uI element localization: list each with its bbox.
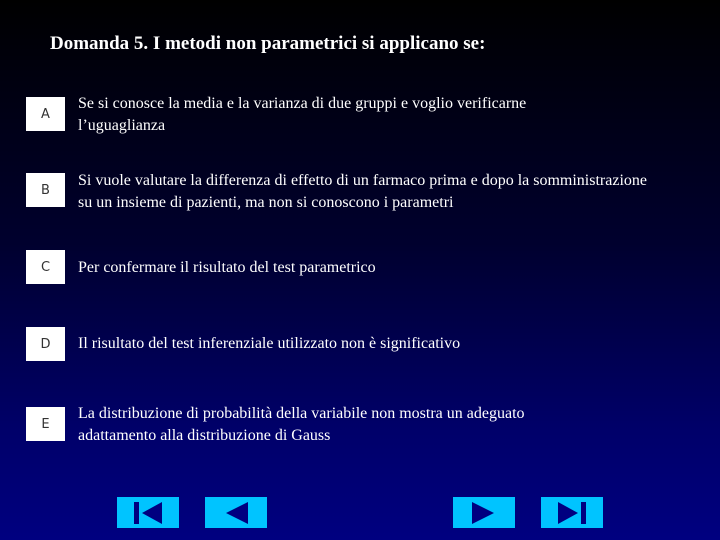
question-title: Domanda 5. I metodi non parametrici si applicano se: xyxy=(50,33,486,54)
option-a-letter: A xyxy=(41,106,50,122)
previous-button[interactable] xyxy=(205,497,267,528)
next-button[interactable] xyxy=(453,497,515,528)
first-button[interactable] xyxy=(117,497,179,528)
option-c-text: Per confermare il risultato del test parametrico xyxy=(78,259,376,276)
option-a-text: Se si conosce la media e la varianza di due gruppi e voglio verificarne l’uguaglianza xyxy=(78,95,527,134)
option-d-button[interactable] xyxy=(26,327,65,361)
previous-icon xyxy=(216,500,256,526)
option-e-letter: E xyxy=(41,416,50,432)
option-a-button[interactable] xyxy=(26,97,65,131)
next-icon xyxy=(464,500,504,526)
option-e-text: La distribuzione di probabilità della variabile non mostra un adeguato adattamento alla distribuzione di Gauss xyxy=(78,405,525,444)
option-b-text: Si vuole valutare la differenza di effetto di un farmaco prima e dopo la somministrazione su un insieme di pazienti, ma non si conoscono i parametri xyxy=(78,172,647,211)
option-d-text: Il risultato del test inferenziale utilizzato non è significativo xyxy=(78,335,461,352)
option-d-letter: D xyxy=(40,336,51,352)
last-button[interactable] xyxy=(541,497,603,528)
option-c-letter: C xyxy=(40,259,51,275)
option-b-button[interactable] xyxy=(26,173,65,207)
first-icon xyxy=(128,500,168,526)
option-b-letter: B xyxy=(41,182,50,198)
option-e-button[interactable] xyxy=(26,407,65,441)
option-c-button[interactable] xyxy=(26,250,65,284)
last-icon xyxy=(552,500,592,526)
